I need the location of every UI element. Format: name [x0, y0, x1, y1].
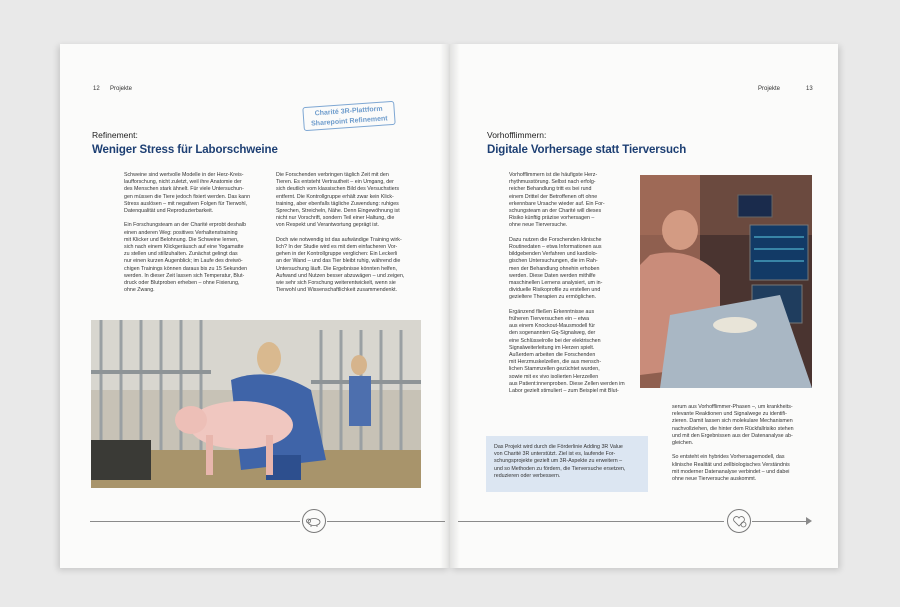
left-timeline-rule-a: [90, 521, 300, 522]
left-timeline-rule-b: [327, 521, 445, 522]
funding-info-box: Das Projekt wird durch die Förderlinie Adding 3R Value von Charité 3R unterstützt. Ziel ist es, laufende For- schungsprojekte gezielt um 3R-Aspekte zu erweitern – und so Methoden zu fördern, die Tierversuche ersetzen, reduzieren oder verbessern.: [486, 436, 648, 492]
right-running-head: Projekte: [758, 86, 781, 92]
left-kicker: Refinement:: [92, 130, 138, 140]
right-page-number: 13: [806, 86, 813, 92]
left-running-head: Projekte: [110, 86, 133, 92]
heart-gear-icon: [727, 509, 751, 533]
left-headline: Weniger Stress für Laborschweine: [92, 144, 278, 156]
left-page-number: 12: [93, 86, 100, 92]
stamp-line-2: Sharepoint Refinement: [310, 115, 388, 128]
right-headline: Digitale Vorhersage statt Tierversuch: [487, 144, 687, 156]
right-column-1: Vorhofflimmern ist die häufigste Herz- rhythmusstörung. Selbst nach erfolg- reicher Behandlung tritt es bei rund einem Drittel der Betroffenen oft ohne erkennbare Ursache wieder auf. Ein For- schungsteam an der Charité will dieses Risiko künftig präzise vorhersagen – ohne neue Tierversuche. Dazu nutzen die Forschenden klinische Routinedaten – etwa Informationen aus bildgebenden Verfahren und kardiolo- gischen Untersuchungen, die im Rah- men der Behandlung ohnehin erhoben werden. Diese Daten werden mithilfe maschinellen Lernens analysiert, um in- dividuelle Risikoprofile zu erstellen und gezieltere Therapien zu ermöglichen. Ergänzend fließen Erkenntnisse aus früheren Tierversuchen ein – etwa aus einem Knockout-Mausmodell für den sogenannten Gq-Signalweg, der eine Schlüsselrolle bei der elektrischen Signalweiterleitung im Herzen spielt. Außerdem arbeiten die Forschenden mit Herzmuskelzellen, die aus mensch- lichen Stammzellen gezüchtet wurden, sowie mit ex vivo isolierten Herzzellen aus Patient:innenproben. Diese Zellen werden im Labor gezielt stimuliert – zum Beispiel mit Blut-: [509, 172, 625, 395]
timeline-arrow-icon: [806, 517, 812, 525]
right-column-2: serum aus Vorhofflimmer-Phasen –, um krankheits- relevante Reaktionen und Signalwege zu identifi- zieren. Damit lassen sich molekulare Mechanismen nachvollziehen, die hinter dem Rückfallrisiko stehen und mit den Ergebnissen aus der Datenanalyse ab- gleichen. So entsteht ein hybrides Vorhersagemodell, das klinische Realität und zellbiologisches Verständnis mit moderner Datenanalyse verbindet – und dabei ohne neue Tierversuche auskommt.: [672, 404, 794, 483]
right-kicker: Vorhofflimmern:: [487, 130, 547, 140]
left-column-1: Schweine sind wertvolle Modelle in der Herz-Kreis- laufforschung, nicht zuletzt, weil ihre Anatomie der des Menschen stark ähnelt. Für viele Untersuchun- gen müssen die Tiere jedoch fixiert werden. Das kann Stress auslösen – mit negativen Folgen für Tierwohl, Datenqualität und Reproduzierbarkeit. Ein Forschungsteam an der Charité erprobt deshalb einen anderen Weg: positives Verhaltenstraining mit Klicker und Belohnung. Die Schweine lernen, sich nach einem Klickgeräusch auf eine Yogamatte zu stellen und stillzuhalten. Zunächst gelingt das nur einen kurzen Augenblick; im Laufe des dreiwö- chigen Trainings können daraus bis zu 15 Sekunden werden. In dieser Zeit lassen sich Temperatur, Blut- druck oder Blutproben erheben – ohne Fixierung, ohne Zwang.: [124, 172, 251, 294]
pig-icon: [302, 509, 326, 533]
pig-training-photo: [91, 320, 421, 488]
stamp-line-1: Charité 3R-Plattform: [314, 105, 383, 118]
right-timeline-rule-b: [752, 521, 806, 522]
pig-photo-illustration: [91, 320, 421, 488]
cardiology-photo-illustration: [640, 175, 812, 388]
left-column-2: Die Forschenden verbringen täglich Zeit mit den Tieren. Es entsteht Vertrautheit – ein Umgang, der sich deutlich vom klassischen Bild des Versuchstiers entfernt. Die Kontrollgruppe erhält zwar kein Klick- training, aber ebenfalls tägliche Zuwendung: ruhiges Sprechen, Streicheln, Nähe. Denn Eingewöhnung ist nicht nur Vorschrift, sondern Teil einer Haltung, die von Respekt und Verantwortung geprägt ist. Doch wie notwendig ist das aufwändige Training wirk- lich? In der Studie wird es mit dem einfacheren Vor- gehen in der Kontrollgruppe verglichen: Ein Leckerli an der Wand – und das Tier bleibt ruhig, während die Untersuchung läuft. Die Ergebnisse könnten helfen, Aufwand und Nutzen besser abzuwägen – und zeigen, wie sehr sich Forschung weiterentwickelt, wenn sie Tierwohl und Wissenschaftlichkeit zusammendenkt.: [276, 172, 405, 294]
right-timeline-rule-a: [458, 521, 724, 522]
cardiology-lab-photo: [640, 175, 812, 388]
